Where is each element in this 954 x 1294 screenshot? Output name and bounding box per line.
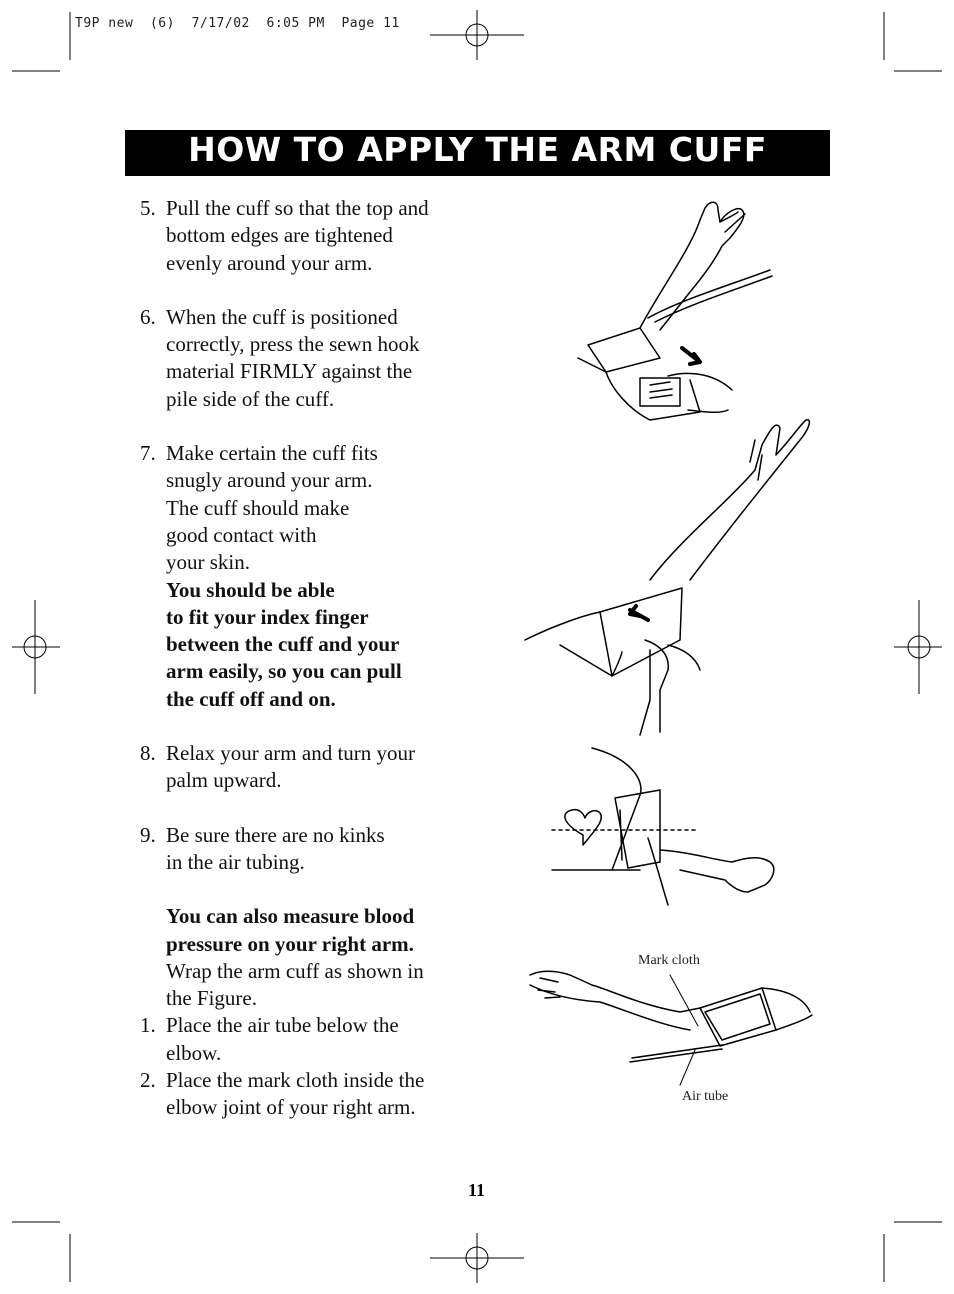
step-line: your skin. bbox=[166, 550, 250, 575]
step-line: snugly around your arm. bbox=[166, 468, 373, 493]
step-warning-line: the cuff off and on. bbox=[166, 686, 336, 711]
step-warning-line: arm easily, so you can pull bbox=[166, 659, 402, 684]
step-line: Be sure there are no kinks bbox=[166, 822, 385, 847]
right-arm-heading-line: pressure on your right arm. bbox=[166, 931, 414, 956]
step-line: pile side of the cuff. bbox=[166, 386, 335, 411]
step-number: 6. bbox=[140, 304, 156, 329]
step-line: Relax your arm and turn your bbox=[166, 741, 416, 766]
step-line: Place the air tube below the bbox=[166, 1013, 399, 1038]
step-number: 7. bbox=[140, 441, 156, 466]
step-line: good contact with bbox=[166, 522, 317, 547]
step-warning-line: You should be able bbox=[166, 577, 335, 602]
right-arm-line: Wrap the arm cuff as shown in bbox=[166, 958, 424, 983]
figure-press-hook bbox=[578, 202, 772, 420]
right-arm-heading-line: You can also measure blood bbox=[166, 904, 415, 929]
step-line: palm upward. bbox=[166, 768, 282, 793]
step-warning-line: to fit your index finger bbox=[166, 604, 369, 629]
step-line: The cuff should make bbox=[166, 495, 350, 520]
figure-relax-arm bbox=[552, 748, 774, 905]
step-line: in the air tubing. bbox=[166, 849, 305, 874]
step-number: 2. bbox=[140, 1068, 156, 1093]
print-slug: T9P new (6) 7/17/02 6:05 PM Page 11 bbox=[75, 16, 400, 31]
step-warning-line: between the cuff and your bbox=[166, 632, 400, 657]
figure-fit-finger bbox=[525, 420, 809, 735]
page-title: HOW TO APPLY THE ARM CUFF bbox=[188, 130, 767, 169]
step-line: correctly, press the sewn hook bbox=[166, 332, 420, 357]
step-line: When the cuff is positioned bbox=[166, 304, 398, 329]
step-number: 5. bbox=[140, 196, 156, 220]
air-tube-label: Air tube bbox=[682, 1089, 729, 1104]
mark-cloth-label: Mark cloth bbox=[638, 953, 700, 968]
step-line: Place the mark cloth inside the bbox=[166, 1068, 425, 1093]
step-line: bottom edges are tightened bbox=[166, 223, 393, 248]
figure-right-arm bbox=[530, 971, 812, 1085]
step-line: evenly around your arm. bbox=[166, 250, 373, 275]
step-line: elbow. bbox=[166, 1040, 222, 1065]
step-line: Pull the cuff so that the top and bbox=[166, 196, 429, 220]
step-line: Make certain the cuff fits bbox=[166, 441, 378, 466]
page-number: 11 bbox=[468, 1180, 486, 1200]
step-number: 1. bbox=[140, 1013, 156, 1038]
step-line: material FIRMLY against the bbox=[166, 359, 413, 384]
step-number: 8. bbox=[140, 741, 156, 766]
step-line: elbow joint of your right arm. bbox=[166, 1095, 416, 1120]
step-number: 9. bbox=[140, 822, 156, 847]
right-arm-line: the Figure. bbox=[166, 986, 257, 1011]
